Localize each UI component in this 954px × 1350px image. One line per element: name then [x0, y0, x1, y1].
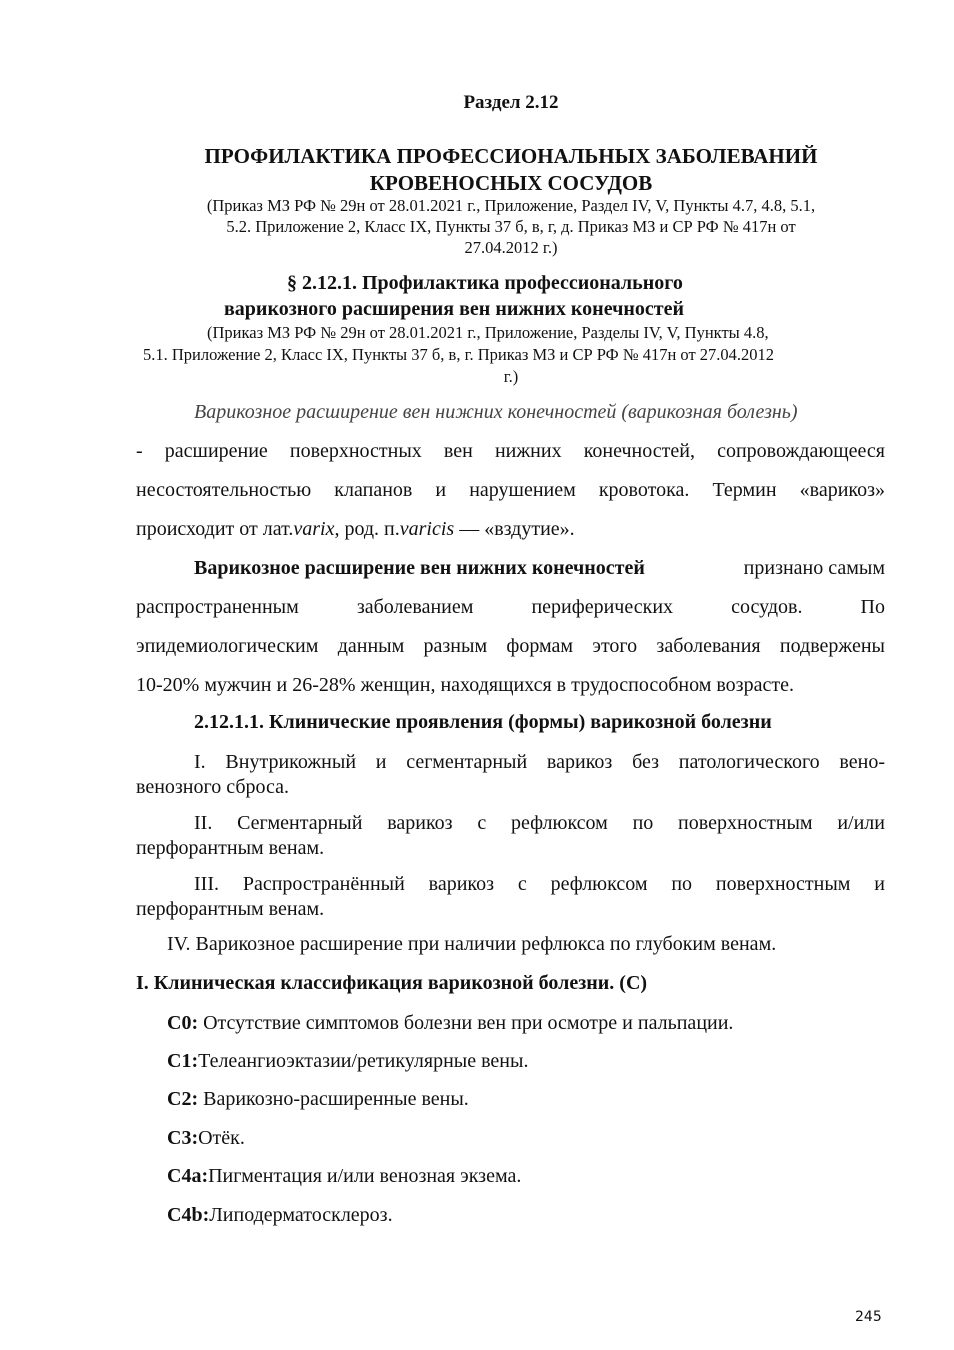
section-title: ПРОФИЛАКТИКА ПРОФЕССИОНАЛЬНЫХ ЗАБОЛЕВАНИЙ	[204, 144, 818, 168]
form-item: IV. Варикозное расширение при наличии рефлюкса по глубоким венам.	[167, 933, 777, 955]
prevalence-line	[194, 557, 885, 580]
classification-item	[167, 1088, 469, 1111]
class-text: Отёк.	[198, 1127, 245, 1149]
class-code: С4а:	[167, 1165, 209, 1187]
definition-etymology	[136, 518, 575, 541]
class-code: С2:	[167, 1088, 199, 1110]
subsection-reference: (Приказ МЗ РФ № 29н от 28.01.2021 г., Приложение, Разделы IV, V, Пункты 4.8,	[207, 323, 769, 342]
definition-text: — «вздутие».	[454, 518, 575, 540]
class-text: Пигментация и/или венозная экзема.	[208, 1165, 522, 1187]
subsection-title-line2: варикозного расширения вен нижних конечностей	[224, 298, 684, 320]
class-code: С4b:	[167, 1204, 210, 1226]
definition-term: Варикозное расширение вен нижних конечностей (варикозная болезнь)	[194, 401, 798, 423]
class-text: Телеангиоэктазии/ретикулярные вены.	[198, 1050, 529, 1072]
class-code: С0:	[167, 1012, 199, 1034]
form-item: I. Внутрикожный и сегментарный варикоз без патологического вено-	[194, 751, 885, 773]
form-item-continued: венозного сброса.	[136, 776, 290, 798]
classification-item	[167, 1012, 733, 1035]
class-code: С3:	[167, 1127, 199, 1149]
subsection-reference-line3: г.)	[503, 367, 519, 386]
class-text: Варикозно-расширенные вены.	[198, 1088, 469, 1110]
classification-heading: I. Клиническая классификация варикозной болезни. (С)	[136, 972, 648, 994]
prevalence-line: распространенным заболеванием периферических сосудов. По	[136, 596, 885, 618]
section-reference: (Приказ МЗ РФ № 29н от 28.01.2021 г., Приложение, Раздел IV, V, Пункты 4.7, 4.8, 5.1,	[206, 196, 816, 215]
form-item: II. Сегментарный варикоз с рефлюксом по поверхностным и/или	[194, 812, 885, 834]
class-text: Липодерматосклероз.	[209, 1204, 393, 1226]
classification-item	[167, 1165, 521, 1188]
prevalence-text: признано самым	[743, 557, 885, 579]
definition-text: , род. п.	[334, 518, 400, 540]
forms-heading: 2.12.1.1. Клинические проявления (формы) варикозной болезни	[194, 711, 772, 733]
classification-item	[167, 1050, 528, 1073]
subsection-title: § 2.12.1. Профилактика профессионального	[287, 272, 683, 294]
subsection-reference-line2: 5.1. Приложение 2, Класс IX, Пункты 37 б, в, г. Приказ МЗ и СР РФ № 417н от 27.04.2012	[143, 345, 775, 364]
definition-text: происходит от лат.	[136, 518, 294, 540]
prevalence-line: 10-20% мужчин и 26-28% женщин, находящихся в трудоспособном возрасте.	[136, 674, 794, 696]
classification-item	[167, 1127, 245, 1150]
definition-line: несостоятельностью клапанов и нарушением кровотока. Термин «варикоз»	[136, 479, 885, 501]
latin-term: varicis	[399, 518, 455, 540]
section-reference-line3: 27.04.2012 г.)	[464, 238, 558, 257]
section-title-line2: КРОВЕНОСНЫХ СОСУДОВ	[369, 171, 653, 195]
prevalence-term: Варикозное расширение вен нижних конечностей	[194, 557, 645, 579]
form-item: III. Распространённый варикоз с рефлюксом по поверхностным и	[194, 873, 885, 895]
class-text: Отсутствие симптомов болезни вен при осмотре и пальпации.	[198, 1012, 734, 1034]
latin-term: varix	[293, 518, 335, 540]
section-label: Раздел 2.12	[463, 92, 559, 113]
classification-item	[167, 1204, 393, 1227]
class-code: С1:	[167, 1050, 199, 1072]
section-reference-line2: 5.2. Приложение 2, Класс IX, Пункты 37 б, в, г, д. Приказ МЗ и СР РФ № 417н от	[226, 217, 796, 236]
form-item-continued: перфорантным венам.	[136, 837, 325, 859]
definition-line: - расширение поверхностных вен нижних конечностей, сопровождающееся	[136, 440, 885, 462]
form-item-continued: перфорантным венам.	[136, 898, 325, 920]
prevalence-line: эпидемиологическим данным разным формам этого заболевания подвержены	[136, 635, 885, 657]
page-number: 245	[855, 1309, 882, 1325]
